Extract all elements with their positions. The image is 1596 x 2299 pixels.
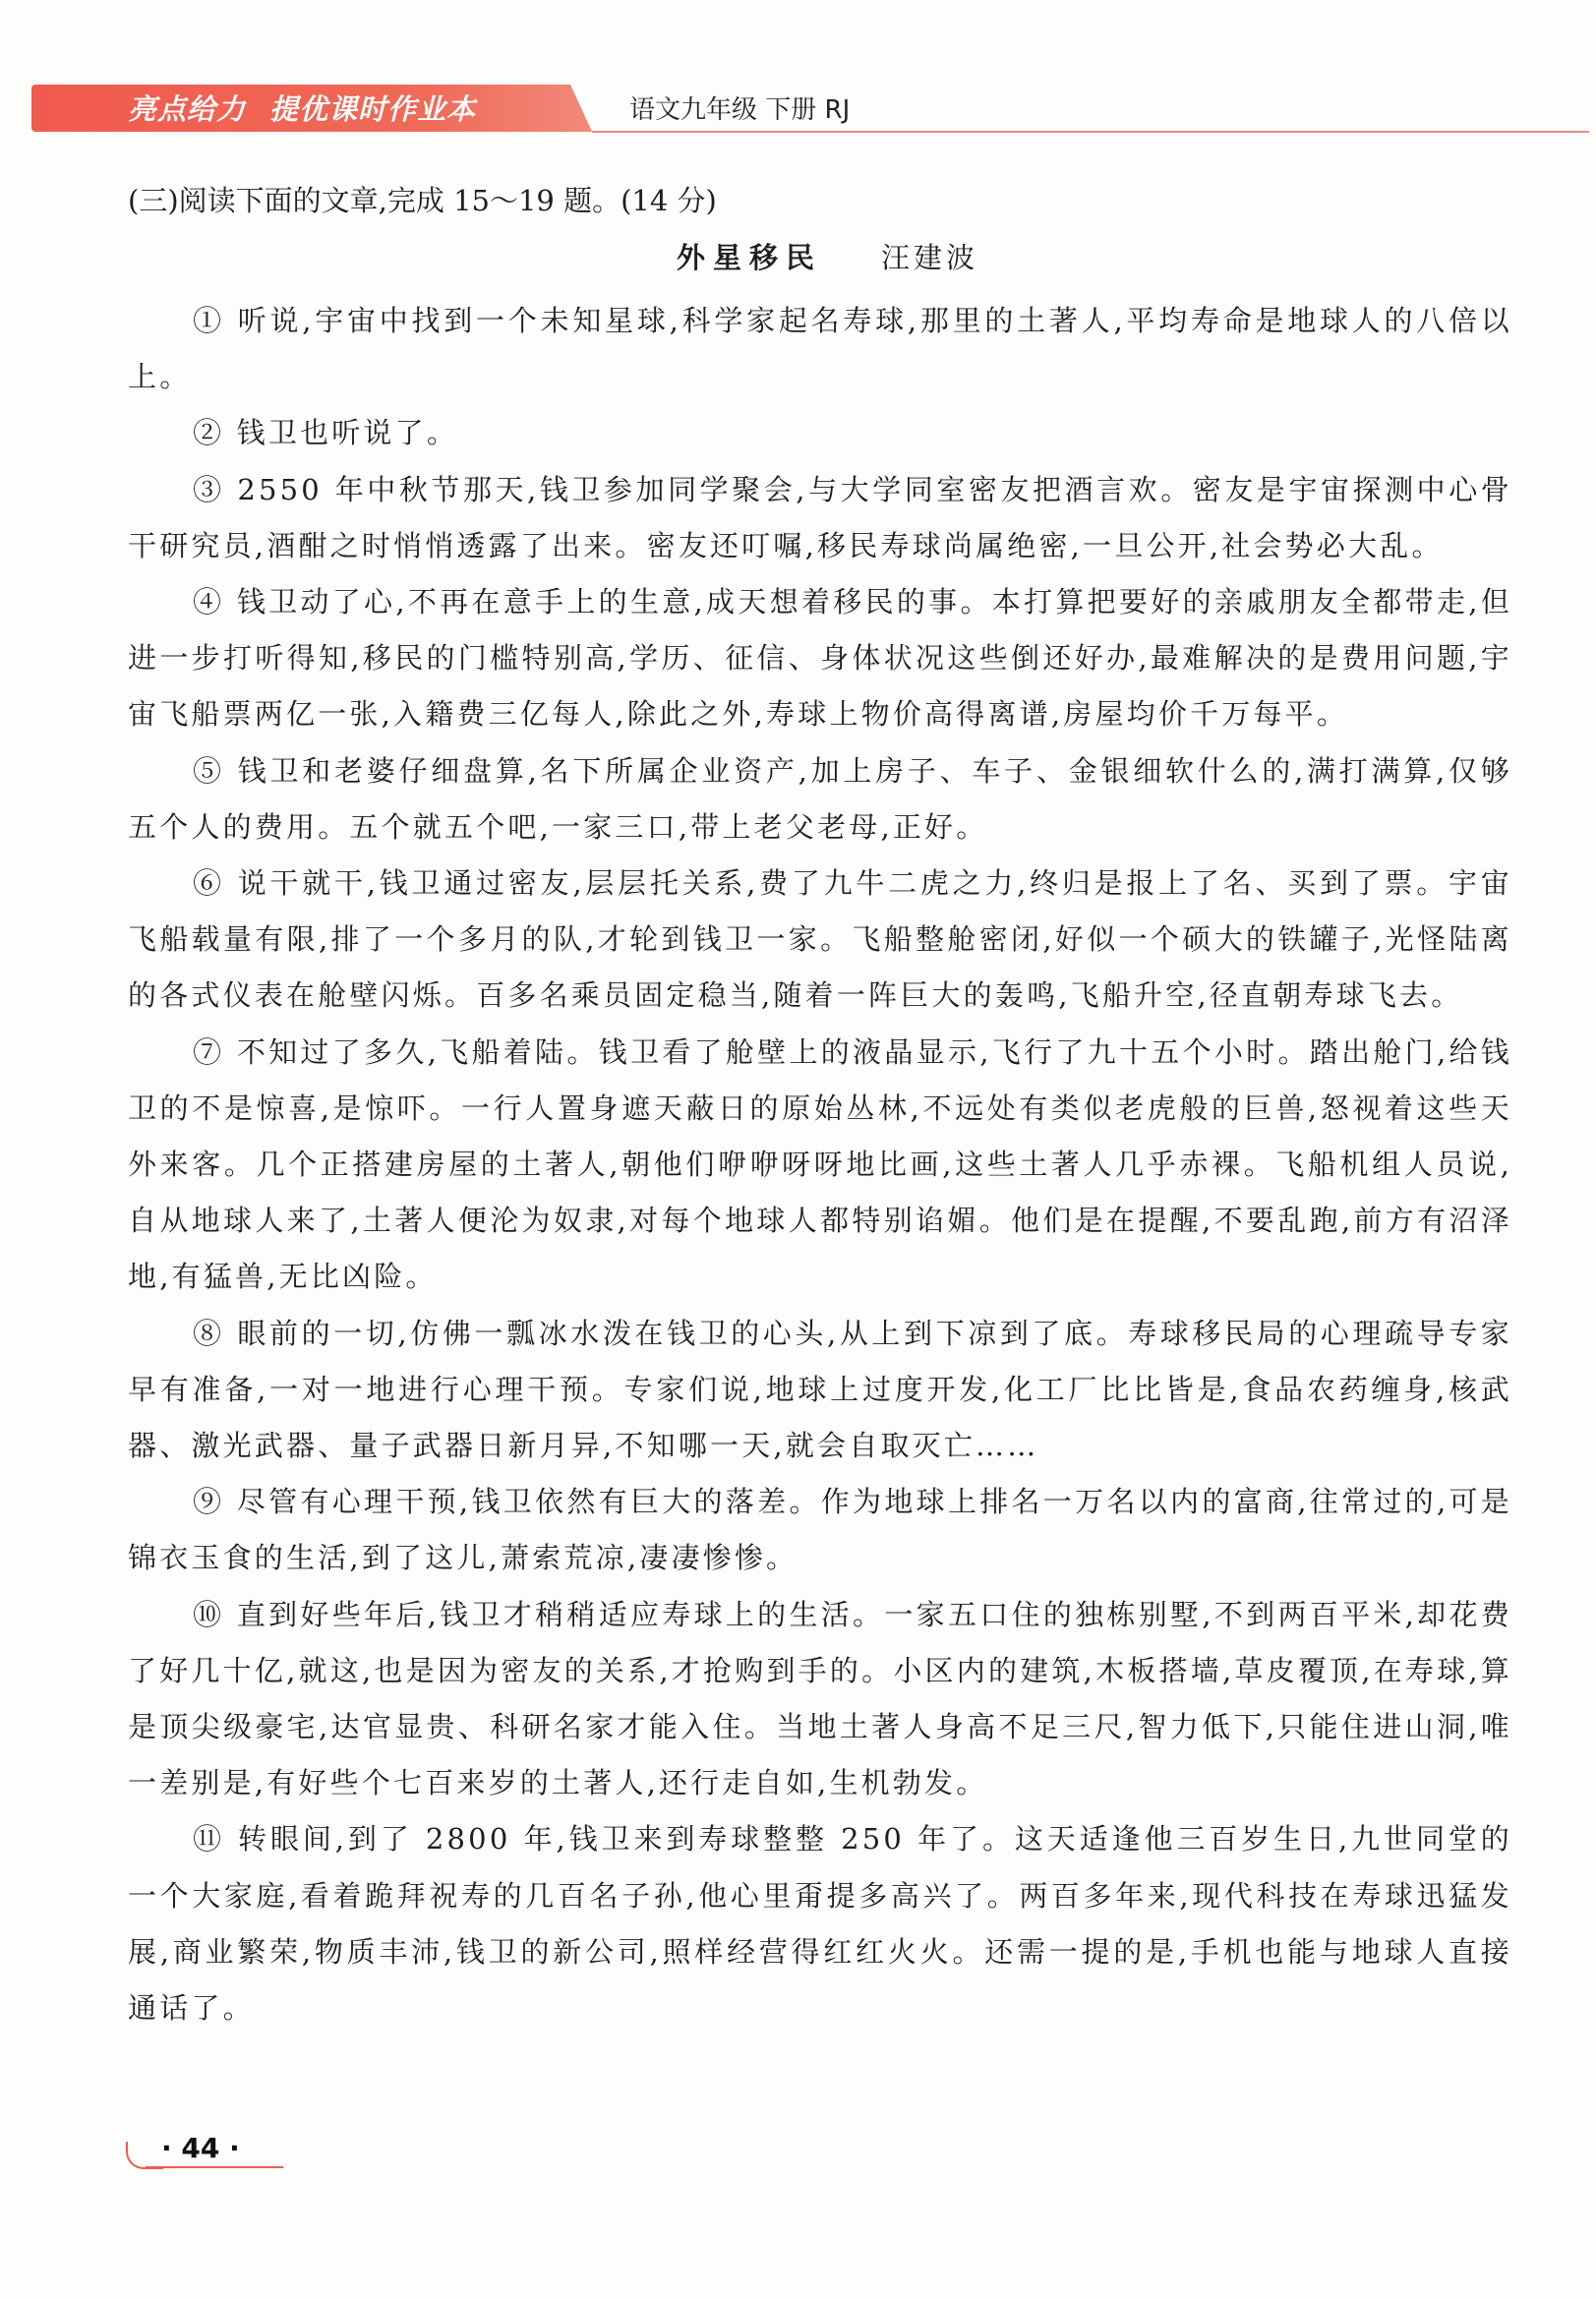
footer-decoration (126, 2142, 163, 2169)
paragraph-10: ⑩ 直到好些年后,钱卫才稍稍适应寿球上的生活。一家五口住的独栋别墅,不到两百平米,却花费了好几十亿,就这,也是因为密友的关系,才抢购到手的。小区内的建筑,木板搭墙,草皮覆顶,在寿球,算是顶尖级豪宅,达官显贵、科研名家才能入住。当地土著人身高不足三尺,智力低下,只能住进山洞,唯一差别是,有好些个七百来岁的土著人,还行走自如,生机勃发。 (128, 1597, 1512, 1800)
paragraph-1: ① 听说,宇宙中找到一个未知星球,科学家起名寿球,那里的土著人,平均寿命是地球人的八倍以上。 (128, 304, 1512, 394)
header-subject: 语文九年级 下册 RJ (629, 95, 851, 125)
paragraph-5: ⑤ 钱卫和老婆仔细盘算,名下所属企业资产,加上房子、车子、金银细软什么的,满打满算,仅够五个人的费用。五个就五个吧,一家三口,带上老父老母,正好。 (128, 753, 1512, 844)
paragraph-2: ② 钱卫也听说了。 (193, 416, 459, 450)
article-title: 外星移民 (676, 241, 822, 274)
paragraph-4: ④ 钱卫动了心,不再在意手上的生意,成天想着移民的事。本打算把要好的亲戚朋友全都带走,但进一步打听得知,移民的门槛特别高,学历、征信、身体状况这些倒还好办,最难解决的是费用问题,宇宙飞船票两亿一张,入籍费三亿每人,除此之外,寿球上物价高得离谱,房屋均价千万每平。 (128, 585, 1512, 732)
paragraph-6: ⑥ 说干就干,钱卫通过密友,层层托关系,费了九牛二虎之力,终归是报上了名、买到了票。宇宙飞船载量有限,排了一个多月的队,才轮到钱卫一家。飞船整舱密闭,好似一个硕大的铁罐子,光怪陆离的各式仪表在舱壁闪烁。百多名乘员固定稳当,随着一阵巨大的轰鸣,飞船升空,径直朝寿球飞去。 (128, 866, 1512, 1013)
brand-secondary: 提优课时作业本 (269, 92, 477, 126)
paragraph-8: ⑧ 眼前的一切,仿佛一瓢冰水泼在钱卫的心头,从上到下凉到了底。寿球移民局的心理疏导专家早有准备,一对一地进行心理干预。专家们说,地球上过度开发,化工厂比比皆是,食品农药缠身,核武器、激光武器、量子武器日新月异,不知哪一天,就会自取灭亡…… (128, 1316, 1512, 1463)
header-brand (128, 90, 500, 128)
page-number: · 44 · (161, 2132, 240, 2164)
paragraph-7: ⑦ 不知过了多久,飞船着陆。钱卫看了舱壁上的液晶显示,飞行了九十五个小时。踏出舱门,给钱卫的不是惊喜,是惊吓。一行人置身遮天蔽日的原始丛林,不远处有类似老虎般的巨兽,怒视着这些天外来客。几个正搭建房屋的土著人,朝他们咿咿呀呀地比画,这些土著人几乎赤裸。飞船机组人员说,自从地球人来了,土著人便沦为奴隶,对每个地球人都特别谄媚。他们是在提醒,不要乱跑,前方有沼泽地,有猛兽,无比凶险。 (128, 1034, 1512, 1294)
section-heading: (三)阅读下面的文章,完成 15～19 题。(14 分) (128, 184, 717, 217)
footer-divider (146, 2166, 283, 2168)
article-body (128, 293, 1512, 2036)
article-title-row (0, 236, 1596, 276)
paragraph-9: ⑨ 尽管有心理干预,钱卫依然有巨大的落差。作为地球上排名一万名以内的富商,往常过的,可是锦衣玉食的生活,到了这儿,萧索荒凉,凄凄惨惨。 (128, 1485, 1512, 1575)
paragraph-3: ③ 2550 年中秋节那天,钱卫参加同学聚会,与大学同室密友把酒言欢。密友是宇宙探测中心骨干研究员,酒酣之时悄悄透露了出来。密友还叮嘱,移民寿球尚属绝密,一旦公开,社会势必大乱。 (128, 472, 1512, 562)
article-author: 汪建波 (881, 241, 979, 274)
header-divider (592, 131, 1589, 133)
page-header (31, 85, 1589, 134)
page-footer (126, 2132, 283, 2171)
brand-primary: 亮点给力 (128, 92, 247, 126)
paragraph-11: ⑪ 转眼间,到了 2800 年,钱卫来到寿球整整 250 年了。这天适逢他三百岁生日,九世同堂的一个大家庭,看着跪拜祝寿的几百名子孙,他心里甭提多高兴了。两百多年来,现代科技在寿球迅猛发展,商业繁荣,物质丰沛,钱卫的新公司,照样经营得红红火火。还需一提的是,手机也能与地球人直接通话了。 (128, 1822, 1512, 2026)
